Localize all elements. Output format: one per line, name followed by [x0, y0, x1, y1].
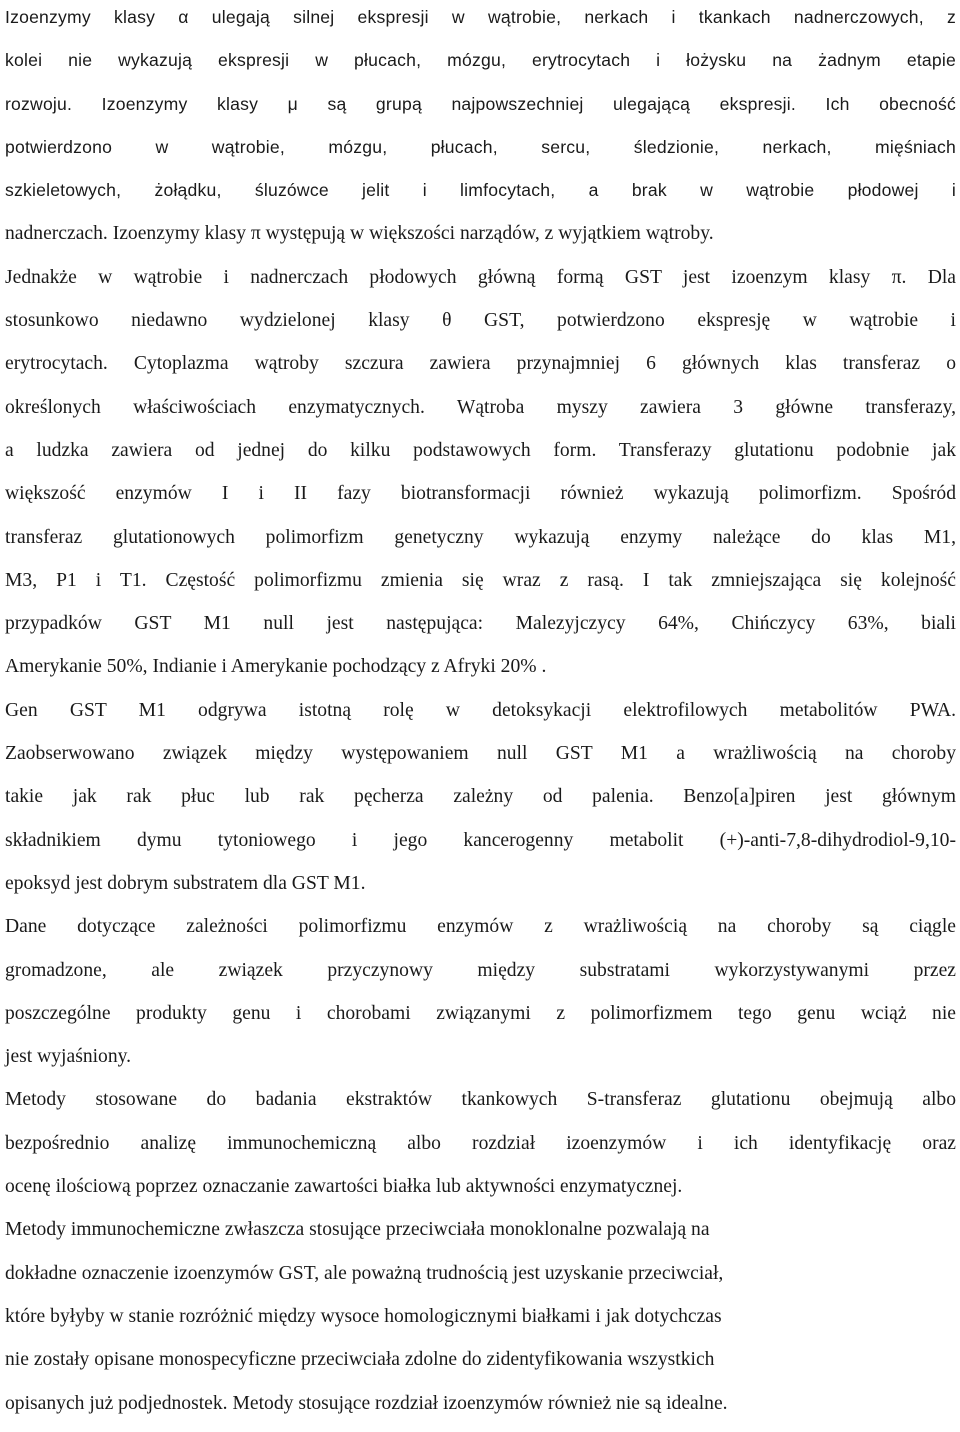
text-line: Zaobserwowano związek między występowaniem null GST M1 a wrażliwością na choroby — [5, 743, 956, 765]
text-line: kolei nie wykazują ekspresji w płucach, mózgu, erytrocytach i łożysku na żadnym etapie — [5, 50, 956, 71]
text-line: składnikiem dymu tytoniowego i jego kancerogenny metabolit (+)-anti-7,8-dihydrodiol-9,10- — [5, 829, 956, 851]
text-line: rozwoju. Izoenzymy klasy μ są grupą najpowszechniej ulegającą ekspresji. Ich obecność — [5, 93, 956, 114]
text-line: przypadków GST M1 null jest następująca: Malezyjczycy 64%, Chińczycy 63%, biali — [5, 613, 956, 635]
text-line: Izoenzymy klasy α ulegają silnej ekspresji w wątrobie, nerkach i tkankach nadnerczowych, z — [5, 7, 956, 27]
text-line: transferaz glutationowych polimorfizm genetyczny wykazują enzymy należące do klas M1, — [5, 526, 956, 548]
text-line: większość enzymów I i II fazy biotransformacji również wykazują polimorfizm. Spośród — [5, 483, 956, 505]
text-line: erytrocytach. Cytoplazma wątroby szczura zawiera przynajmniej 6 głównych klas transferaz o — [5, 353, 956, 375]
text-line: gromadzone, ale związek przyczynowy między substratami wykorzystywanymi przez — [5, 959, 956, 981]
text-line: nie zostały opisane monospecyficzne przeciwciała zdolne do zidentyfikowania wszystkich — [5, 1349, 715, 1371]
text-line: szkieletowych, żołądku, śluzówce jelit i limfocytach, a brak w wątrobie płodowej i — [5, 180, 956, 201]
text-line: nadnerczach. Izoenzymy klasy π występują w większości narządów, z wyjątkiem wątroby. — [5, 223, 714, 245]
text-line: jest wyjaśniony. — [5, 1046, 132, 1068]
text-line: stosunkowo niedawno wydzielonej klasy θ GST, potwierdzono ekspresję w wątrobie i — [5, 310, 956, 332]
text-line: M3, P1 i T1. Częstość polimorfizmu zmienia się wraz z rasą. I tak zmniejszająca się kolejność — [5, 569, 956, 591]
text-line: Gen GST M1 odgrywa istotną rolę w detoksykacji elektrofilowych metabolitów PWA. — [5, 699, 956, 721]
text-line: Metody stosowane do badania ekstraktów tkankowych S-transferaz glutationu obejmują albo — [5, 1089, 956, 1111]
text-line: Metody immunochemiczne zwłaszcza stosujące przeciwciała monoklonalne pozwalają na — [5, 1219, 710, 1241]
text-line: Dane dotyczące zależności polimorfizmu enzymów z wrażliwością na choroby są ciągle — [5, 916, 956, 938]
text-line: poszczególne produkty genu i chorobami związanymi z polimorfizmem tego genu wciąż nie — [5, 1002, 956, 1024]
text-line: a ludzka zawiera od jednej do kilku podstawowych form. Transferazy glutationu podobnie jak — [5, 439, 956, 461]
text-line: bezpośrednio analizę immunochemiczną albo rozdział izoenzymów i ich identyfikację oraz — [5, 1132, 956, 1154]
text-line: które byłyby w stanie rozróżnić między wysoce homologicznymi białkami i jak dotychczas — [5, 1305, 722, 1327]
text-line: takie jak rak płuc lub rak pęcherza zależny od palenia. Benzo[a]piren jest głównym — [5, 786, 956, 808]
text-line: Jednakże w wątrobie i nadnerczach płodowych główną formą GST jest izoenzym klasy π. Dla — [5, 266, 956, 288]
text-line: Amerykanie 50%, Indianie i Amerykanie pochodzący z Afryki 20% . — [5, 656, 547, 678]
document-body — [5, 0, 956, 1425]
text-line: dokładne oznaczenie izoenzymów GST, ale poważną trudnością jest uzyskanie przeciwciał, — [5, 1262, 724, 1284]
text-line: określonych właściwościach enzymatycznych. Wątroba myszy zawiera 3 główne transferazy, — [5, 396, 956, 418]
text-line: opisanych już podjednostek. Metody stosujące rozdział izoenzymów również nie są idealne. — [5, 1392, 728, 1414]
text-line: ocenę ilościową poprzez oznaczanie zawartości białka lub aktywności enzymatycznej. — [5, 1176, 683, 1198]
text-line: potwierdzono w wątrobie, mózgu, płucach, sercu, śledzionie, nerkach, mięśniach — [5, 136, 956, 157]
text-line: epoksyd jest dobrym substratem dla GST M1. — [5, 872, 366, 894]
